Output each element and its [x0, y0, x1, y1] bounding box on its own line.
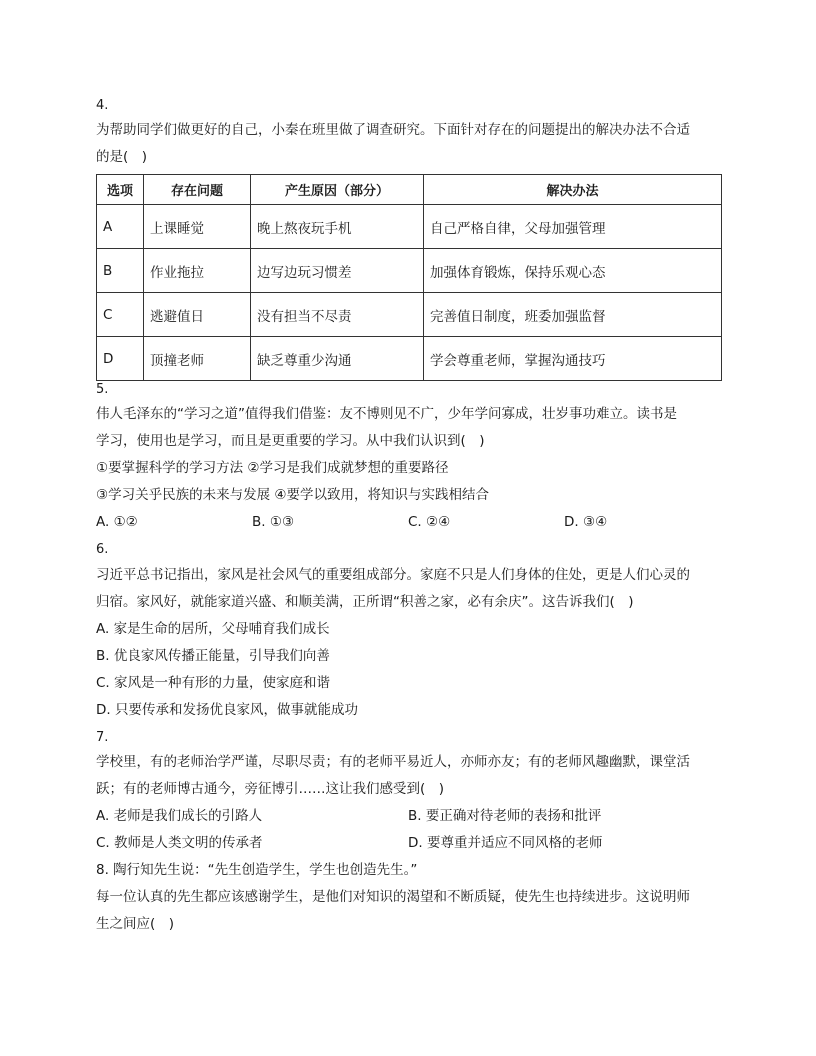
table-header-cell: 产生原因（部分）: [251, 175, 424, 205]
table-cell: A: [97, 205, 144, 249]
q4-survey-table: [96, 174, 722, 381]
q7-option-c[interactable]: C. 教师是人类文明的传承者: [96, 835, 263, 851]
table-header-cell: 解决办法: [424, 175, 722, 205]
q6-option-a[interactable]: A. 家是生命的居所，父母哺育我们成长: [96, 621, 330, 637]
q5-option-b[interactable]: B. ①③: [252, 514, 295, 530]
table-header-cell: 选项: [97, 175, 144, 205]
q5-stem-line1: 伟人毛泽东的“学习之道”值得我们借鉴：友不博则见不广，少年学问寡成，壮岁事功难立。读书是: [96, 406, 677, 422]
table-cell: 学会尊重老师，掌握沟通技巧: [424, 337, 722, 381]
q7-stem-line1: 学校里，有的老师治学严谨，尽职尽责；有的老师平易近人，亦师亦友；有的老师风趣幽默，课堂活: [96, 754, 690, 770]
q7-stem-line2: 跃；有的老师博古通今，旁征博引……这让我们感受到( ): [96, 781, 445, 797]
q4-stem-line2: 的是( ): [96, 149, 148, 165]
q6-option-b[interactable]: B. 优良家风传播正能量，引导我们向善: [96, 648, 330, 664]
table-cell: 自己严格自律，父母加强管理: [424, 205, 722, 249]
table-cell: 逃避值日: [144, 293, 251, 337]
table-cell: D: [97, 337, 144, 381]
table-cell: 缺乏尊重少沟通: [251, 337, 424, 381]
q7-option-b[interactable]: B. 要正确对待老师的表扬和批评: [408, 808, 602, 824]
table-row: [97, 249, 722, 293]
table-cell: 边写边玩习惯差: [251, 249, 424, 293]
table-cell: C: [97, 293, 144, 337]
q5-stem-line2: 学习，使用也是学习，而且是更重要的学习。从中我们认识到( ): [96, 433, 485, 449]
table-row: [97, 293, 722, 337]
table-cell: 加强体育锻炼，保持乐观心态: [424, 249, 722, 293]
table-cell: 顶撞老师: [144, 337, 251, 381]
table-cell: 完善值日制度，班委加强监督: [424, 293, 722, 337]
q4-number: 4.: [96, 98, 109, 113]
q6-number: 6.: [96, 542, 109, 557]
q5-option-a[interactable]: A. ①②: [96, 514, 138, 530]
table-cell: 没有担当不尽责: [251, 293, 424, 337]
table-cell: 上课睡觉: [144, 205, 251, 249]
q8-intro-line: 8. 陶行知先生说：“先生创造学生，学生也创造先生。”: [96, 862, 418, 878]
q5-option-c[interactable]: C. ②④: [408, 514, 451, 530]
q6-stem-line1: 习近平总书记指出，家风是社会风气的重要组成部分。家庭不只是人们身体的住处，更是人们心灵的: [96, 567, 690, 583]
table-cell: 作业拖拉: [144, 249, 251, 293]
table-header-row: [97, 175, 722, 205]
q4-stem-line1: 为帮助同学们做更好的自己，小秦在班里做了调查研究。下面针对存在的问题提出的解决办法不合适: [96, 122, 690, 138]
q8-stem-line2: 生之间应( ): [96, 916, 175, 932]
q7-option-a[interactable]: A. 老师是我们成长的引路人: [96, 808, 263, 824]
q6-option-c[interactable]: C. 家风是一种有形的力量，使家庭和谐: [96, 675, 331, 691]
q5-option-d[interactable]: D. ③④: [564, 514, 608, 530]
table-cell: B: [97, 249, 144, 293]
q5-statement-line1: ①要掌握科学的学习方法 ②学习是我们成就梦想的重要路径: [96, 460, 449, 476]
q8-stem-line1: 每一位认真的先生都应该感谢学生，是他们对知识的渴望和不断质疑，使先生也持续进步。这说明师: [96, 889, 690, 905]
q6-stem-line2: 归宿。家风好，就能家道兴盛、和顺美满，正所谓“积善之家，必有余庆”。这告诉我们( ): [96, 594, 634, 610]
q6-option-d[interactable]: D. 只要传承和发扬优良家风，做事就能成功: [96, 702, 358, 718]
table-row: [97, 337, 722, 381]
table-header-cell: 存在问题: [144, 175, 251, 205]
q5-statement-line2: ③学习关乎民族的未来与发展 ④要学以致用，将知识与实践相结合: [96, 487, 489, 503]
table-cell: 晚上熬夜玩手机: [251, 205, 424, 249]
q7-option-d[interactable]: D. 要尊重并适应不同风格的老师: [408, 835, 603, 851]
q7-number: 7.: [96, 730, 109, 745]
table-row: [97, 205, 722, 249]
q5-number: 5.: [96, 382, 109, 397]
